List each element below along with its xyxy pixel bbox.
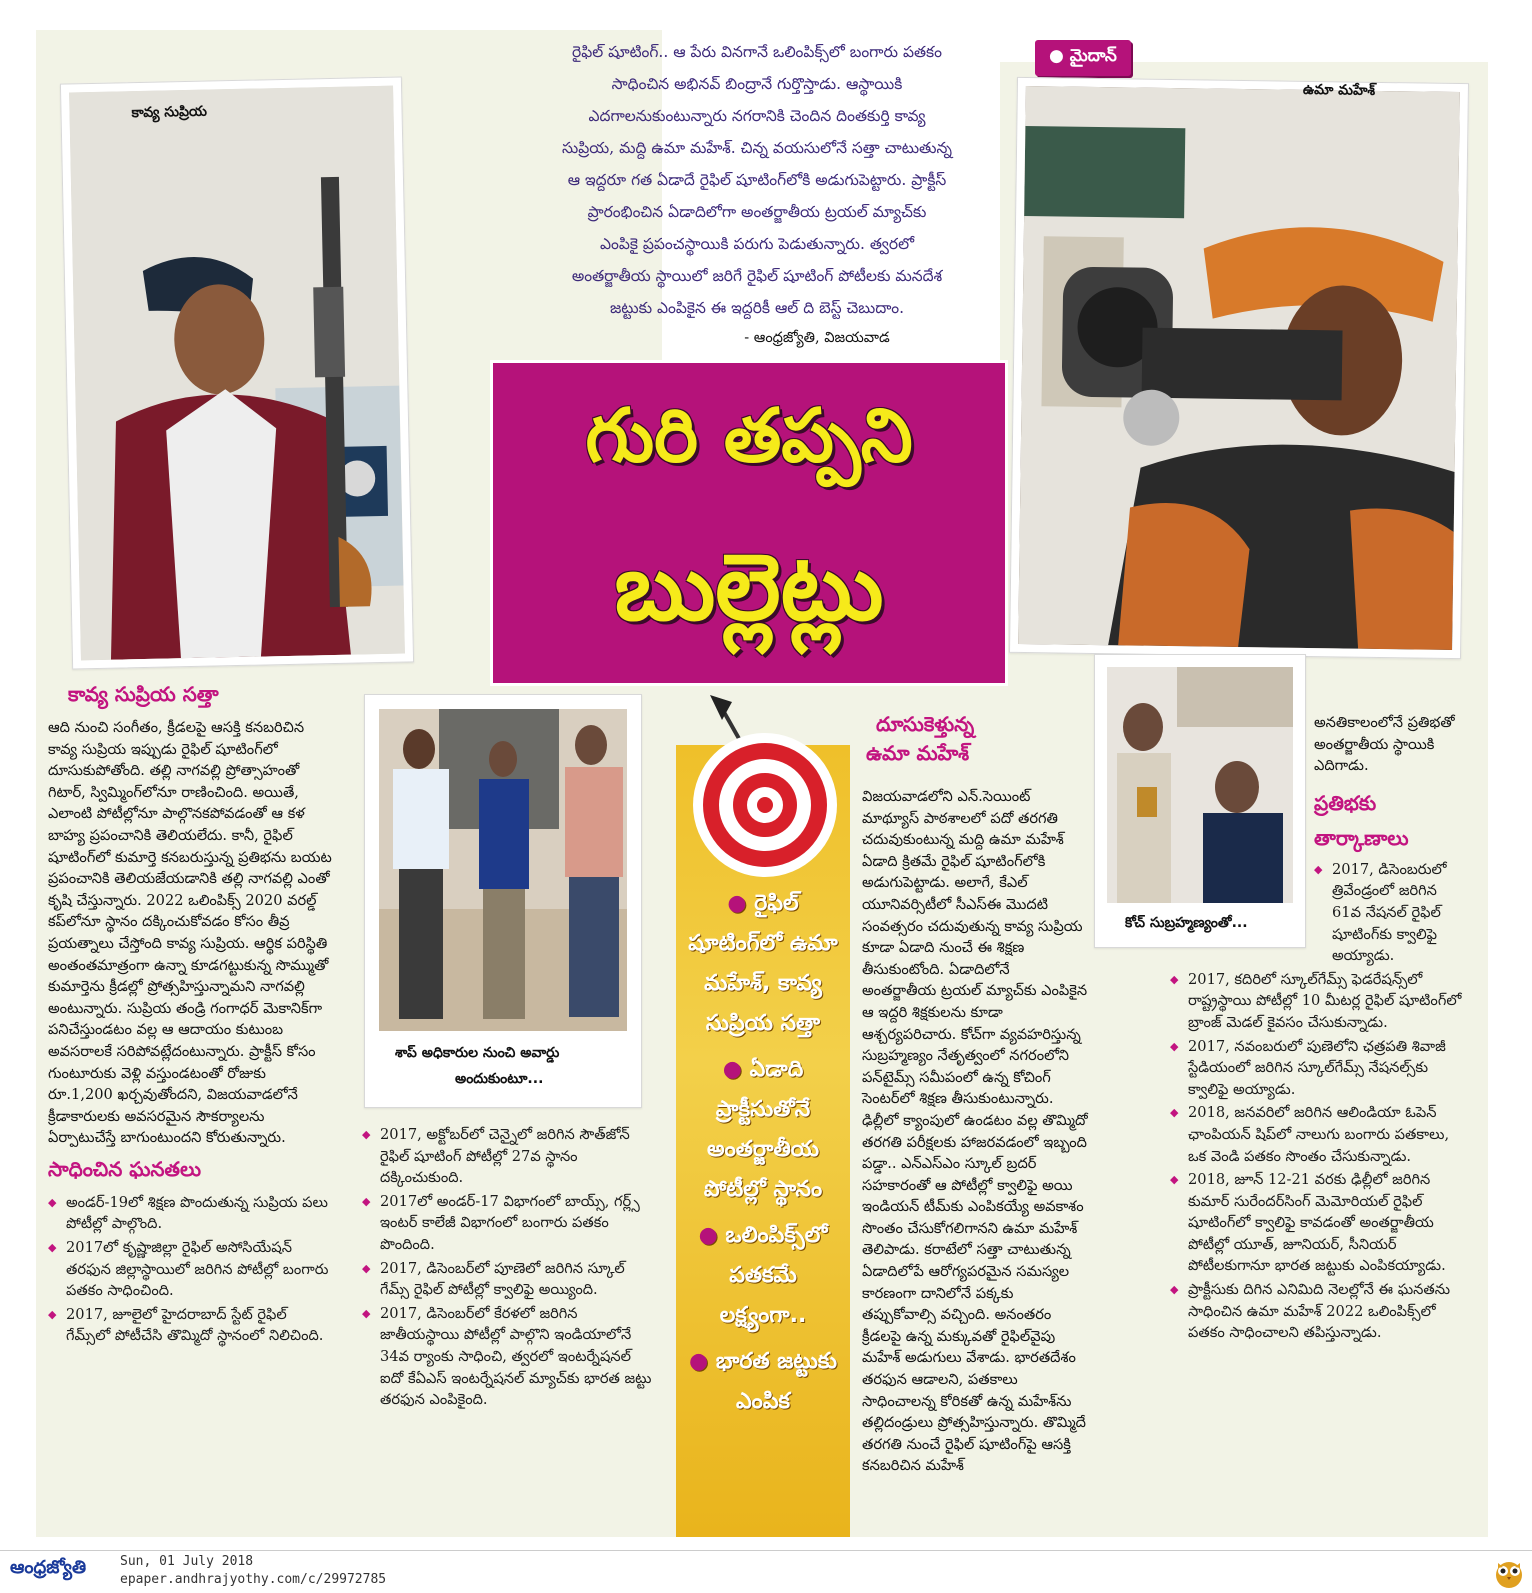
kavya-achievements-heading: సాధించిన ఘనతలు	[48, 1156, 202, 1181]
uma-section	[866, 712, 1078, 776]
highlight-item	[686, 1216, 840, 1336]
highlights-list	[686, 884, 840, 1422]
kavya-achievements-list	[48, 1192, 334, 1347]
uma-photo	[1018, 86, 1460, 650]
highlight-text: ఒలింపిక్స్‌లో పతకమే లక్ష్యంగా..	[719, 1223, 828, 1328]
intro-line: ఎదగాలనుకుంటున్నారు నగరానికి చెందిన దింతకుర్తి కావ్య	[588, 107, 926, 125]
award-caption-2: అందుకుంటూ...	[455, 1071, 544, 1087]
intro-line: సాధించిన అభినవ్ బింద్రానే గుర్తొస్తాడు. ఆస్థాయికి	[611, 75, 903, 93]
list-item: ◆ ప్రాక్టీసుకు దిగిన ఎనిమిది నెలల్లోనే ఈ ఘనతను సాధించిన ఉమా మహేశ్ 2022 ఒలింపిక్స్‌లో పతకం సాధించాలని తపిస్తున్నాడు.	[1170, 1279, 1466, 1344]
kavya-section	[48, 682, 334, 1349]
intro-line: రైఫిల్ షూటింగ్.. ఆ పేరు వినగానే ఒలింపిక్స్‌లో బంగారు పతకం	[572, 43, 942, 61]
list-item: ◆ 2017, కదిరిలో స్కూల్‌గేమ్స్ ఫెడరేషన్స్‌లో రాష్ట్రస్థాయి పోటీల్లో 10 మీటర్ల రైఫిల్ షూటింగ్‌లో బ్రాంజ్ మెడల్ కైవసం చేసుకున్నాడు.	[1170, 969, 1466, 1034]
highlight-item	[686, 1342, 840, 1422]
kavya-heading: కావ్య సుప్రియ సత్తా	[68, 682, 219, 706]
list-item: ◆ 2017లో కృష్ణాజిల్లా రైఫిల్ అసోసియేషన్ తరఫున జిల్లాస్థాయిలో జరిగిన పోటీల్లో బంగారు పతకం సాధించింది.	[48, 1237, 334, 1302]
footer-date: Sun, 01 July 2018	[120, 1554, 254, 1569]
list-item: ◆ 2017, డిసెంబర్‌లో కేరళలో జరిగిన జాతీయస్థాయి పోటీల్లో పాల్గొని ఇండియాలోనే 34వ ర్యాంకు సాధించి, త్వరలో ఇంటర్నేషనల్ ఐదో కేఏఎస్ ఇంటర్నేషనల్ మ్యాచ్‌కు భారత జట్టు తరఫున ఎంపికైంది.	[362, 1303, 652, 1411]
kavya-photo-caption: కావ్య సుప్రియ	[131, 103, 208, 122]
kavya-more-achievements	[362, 1124, 652, 1413]
uma-achievements-heading-2: తార్కాణాలు	[1314, 825, 1409, 850]
list-item: ◆ 2017, నవంబరులో పుణెలోని ఛత్రపతి శివాజీ స్టేడియంలో జరిగిన స్కూల్‌గేమ్స్ నేషనల్స్‌కు క్వాలిఫై అయ్యాడు.	[1170, 1036, 1466, 1101]
uma-body-block	[862, 786, 1088, 1477]
uma-photo-frame	[1009, 77, 1469, 659]
intro-line: అంతర్జాతీయ స్థాయిలో జరిగే రైఫిల్ షూటింగ్ పోటీలకు మనదేశ	[571, 267, 943, 285]
intro-line: ఆ ఇద్దరూ గత ఏడాదే రైఫిల్ షూటింగ్‌లోకి అడుగుపెట్టారు. ప్రాక్టీస్	[567, 171, 947, 189]
target-icon	[680, 690, 840, 890]
bullet-icon: ●	[727, 891, 755, 916]
list-item: ◆ అండర్-19లో శిక్షణ పొందుతున్న సుప్రియ పలు పోటీల్లో పాల్గొంది.	[48, 1192, 334, 1235]
list-item: ◆ 2017, జూలైలో హైదరాబాద్ స్టేట్ రైఫిల్ గేమ్స్‌లో పోటీచేసి తొమ్మిదో స్థానంలో నిలిచింది.	[48, 1304, 334, 1347]
list-item: ◆ 2018, జనవరిలో జరిగిన ఆలిండియా ఓపెన్ ఛాంపియన్ షిప్‌లో నాలుగు బంగారు పతకాలు, ఒక వెండి పతకం సొంతం చేసుకున్నాడు.	[1170, 1102, 1466, 1167]
uma-achievements	[1170, 712, 1466, 1346]
uma-achievements-heading-1: ప్రతిభకు	[1314, 790, 1377, 815]
intro-line: జట్టుకు ఎంపికైన ఈ ఇద్దరికీ ఆల్ ది బెస్ట్ చెబుదాం.	[609, 299, 905, 317]
bullet-icon: ●	[688, 1349, 716, 1374]
bullet-icon: ●	[722, 1057, 750, 1082]
headline-box	[490, 360, 1008, 686]
award-photo-frame	[364, 694, 642, 1108]
highlight-item	[686, 1050, 840, 1210]
intro-line: ఎంపికై ప్రపంచస్థాయికి పరుగు పెడుతున్నారు. త్వరలో	[599, 235, 915, 253]
intro-line: ప్రారంభించిన ఏడాదిలోగా అంతర్జాతీయ ట్రయల్ మ్యాచ్‌కు	[587, 203, 927, 221]
highlight-text: భారత జట్టుకు ఎంపిక	[715, 1349, 838, 1414]
uma-photo-caption: ఉమా మహేశ్	[1302, 81, 1376, 99]
list-item: ◆ 2017లో అండర్-17 విభాగంలో బాయ్స్, గర్ల్స్ ఇంటర్ కాలేజీ విభాగంలో బంగారు పతకం పొందింది.	[362, 1191, 652, 1256]
uma-body: విజయవాడలోని ఎన్.సెయింట్ మాథ్యూస్ పాఠశాలలో పదో తరగతి చదువుకుంటున్న మద్ది ఉమా మహేశ్ ఏడాది క్రితమే రైఫిల్ షూటింగ్‌లోకి అడుగుపెట్టాడు. అలాగే, కేఎల్ యూనివర్సిటీలో సీఎస్ఈ మొదటి సంవత్సరం చదువుతున్న కావ్య సుప్రియ కూడా ఏడాది నుంచే ఈ శిక్షణ తీసుకుంటోంది. ఏడాదిలోనే అంతర్జాతీయ ట్రయల్ మ్యాచ్‌కు ఎంపికైన ఆ ఇద్దరి శిక్షకులను కూడా ఆశ్చర్యపరిచారు. కోచ్‌గా వ్యవహరిస్తున్న సుబ్రహ్మణ్యం నేతృత్వంలో నగరంలోని పన్‌టైమ్స్ సమీపంలో ఉన్న కోచింగ్ సెంటర్‌లో శిక్షణ తీసుకుంటున్నారు. ఢిల్లీలో క్యాంపులో ఉండటం వల్ల తొమ్మిదో తరగతి పరీక్షలకు హాజరవడంలో ఇబ్బంది పడ్డా.. ఎన్ఎస్ఎం స్కూల్ బ్రదర్ సహకారంతో ఆ పోటీల్లో క్వాలిఫై అయి ఇండియన్ టీమ్‌కు ఎంపికయ్యే అవకాశం సొంతం చేసుకోగలిగానని ఉమా మహేశ్ తెలిపాడు. కరాటేలో సత్తా చాటుతున్న ఏడాదిలోపే ఆరోగ్యపరమైన సమస్యల కారణంగా దానిలోనే పక్కకు తప్పుకోవాల్సి వచ్చింది. అనంతరం క్రీడలపై ఉన్న మక్కువతో రైఫిల్‌వైపు మహేశ్ అడుగులు వేశాడు. భారతదేశం తరఫున ఆడాలని, పతకాలు సాధించాలన్న కోరికతో ఉన్న మహేశ్‌ను తల్లిదండ్రులు ప్రోత్సహిస్తున్నారు. తొమ్మిదే తరగతి నుంచే రైఫిల్ షూటింగ్‌పై ఆసక్తి కనబరిచిన మహేశ్	[862, 788, 1088, 1475]
uma-achievements-list	[1170, 859, 1466, 1344]
footer-logo: ఆంధ్రజ్యోతి	[10, 1557, 87, 1578]
footer	[0, 1550, 1532, 1593]
award-photo	[379, 709, 627, 1031]
footer-url[interactable]: epaper.andhrajyothy.com/c/29972785	[120, 1572, 387, 1587]
owl-icon	[1494, 1555, 1524, 1589]
highlight-text: రైఫిల్ షూటింగ్‌లో ఉమా మహేశ్, కావ్య సుప్రియ సత్తా	[688, 891, 838, 1036]
list-item: ◆ 2017, డిసెంబరులో త్రివేండ్రంలో జరిగిన 61వ నేషనల్ రైఫిల్ షూటింగ్‌కు క్వాలిఫై అయ్యాడు.	[1314, 859, 1466, 967]
kavya-photo	[69, 86, 405, 661]
award-caption-1: శాప్ అధికారుల నుంచి అవార్డు	[395, 1045, 560, 1061]
section-tag: ● మైదాన్	[1035, 40, 1131, 76]
uma-heading-1: దూసుకెళ్తున్న	[876, 712, 975, 736]
coach-caption: కోచ్ సుబ్రహ్మణ్యంతో...	[1125, 915, 1248, 931]
section-tag-label: మైదాన్	[1069, 46, 1117, 66]
intro-text	[512, 36, 1002, 352]
uma-body-cont: అనతికాలంలోనే ప్రతిభతో అంతర్జాతీయ స్థాయికి ఎదిగాడు.	[1314, 714, 1455, 775]
headline-line-1: గురి తప్పని	[585, 393, 913, 479]
intro-line: సుప్రియ, మద్ది ఉమా మహేశ్. చిన్న వయసులోనే సత్తా చాటుతున్న	[562, 139, 952, 157]
list-item: ◆ 2018, జూన్ 12-21 వరకు ఢిల్లీలో జరిగిన కుమార్ సురేందర్‌సింగ్ మెమోరియల్ రైఫిల్ షూటింగ్‌లో క్వాలిఫై కావడంతో అంతర్జాతీయ పోటీల్లో యూత్, జూనియర్, సీనియర్ పోటీలకుగానూ భారత జట్టుకు ఎంపికయ్యాడు.	[1170, 1169, 1466, 1277]
bullet-icon: ●	[698, 1223, 726, 1248]
kavya-body: ఆది నుంచి సంగీతం, క్రీడలపై ఆసక్తి కనబరిచిన కావ్య సుప్రియ ఇప్పుడు రైఫిల్ షూటింగ్‌లో దూసుకుపోతోంది. తల్లి నాగవల్లి ప్రోత్సాహంతో గిటార్, స్విమ్మింగ్‌లోనూ రాణించింది. అయితే, ఎలాంటి పోటీల్లోనూ పాల్గొనకపోవడంతో ఆ కళ బాహ్య ప్రపంచానికి తెలియలేదు. కానీ, రైఫిల్ షూటింగ్‌లో కుమార్తె కనబరుస్తున్న ప్రతిభను బయట ప్రపంచానికి తెలియజేయడానికి తల్లి నాగవల్లి ఎంతో కృషి చేస్తున్నారు. 2022 ఒలింపిక్స్ 2020 వరల్డ్ కప్‌లోనూ స్థానం దక్కించుకోవడం కోసం తీవ్ర ప్రయత్నాలు చేస్తోంది కావ్య సుప్రియ. ఆర్థిక పరిస్థితి అంతంతమాత్రంగా ఉన్నా కూడగట్టుకున్న సొమ్ముతో కుమార్తెను క్రీడల్లో ప్రోత్సహిస్తున్నామని నాగవల్లి అంటున్నారు. సుప్రియ తండ్రి గంగాధర్ మెకానిక్‌గా పనిచేస్తుండటం వల్ల ఆ ఆదాయం కుటుంబ అవసరాలకే సరిపోవట్లేదంటున్నారు. ప్రాక్టీస్ కోసం గుంటూరుకు వెళ్లి వస్తుండటంతో రోజుకు రూ.1,200 ఖర్చవుతోందని, విజయవాడలోనే క్రీడాకారులకు అవసరమైన సౌకర్యాలను ఏర్పాటుచేస్తే బాగుంటుందని కోరుతున్నారు.	[48, 719, 332, 1147]
kavya-photo-frame	[60, 76, 414, 669]
highlight-text: ఏడాది ప్రాక్టీసుతోనే అంతర్జాతీయ పోటీల్లో స్థానం	[703, 1057, 823, 1202]
intro-byline: - ఆంధ్రజ్యోతి, విజయవాడ	[744, 330, 890, 346]
uma-heading-2: ఉమా మహేశ్	[866, 741, 970, 765]
list-item: ◆ 2017, డిసెంబర్‌లో పూణెలో జరిగిన స్కూల్ గేమ్స్ రైఫిల్ పోటీల్లో క్వాలిఫై అయ్యింది.	[362, 1258, 652, 1301]
kavya-more-list	[362, 1124, 652, 1411]
headline-line-2: బుల్లెట్లు	[614, 534, 884, 641]
highlight-item	[686, 884, 840, 1044]
list-item: ◆ 2017, అక్టోబర్‌లో చెన్నైలో జరిగిన సౌత్‌జోన్ రైఫిల్ షూటింగ్ పోటీల్లో 27వ స్థానం దక్కించుకుంది.	[362, 1124, 652, 1189]
